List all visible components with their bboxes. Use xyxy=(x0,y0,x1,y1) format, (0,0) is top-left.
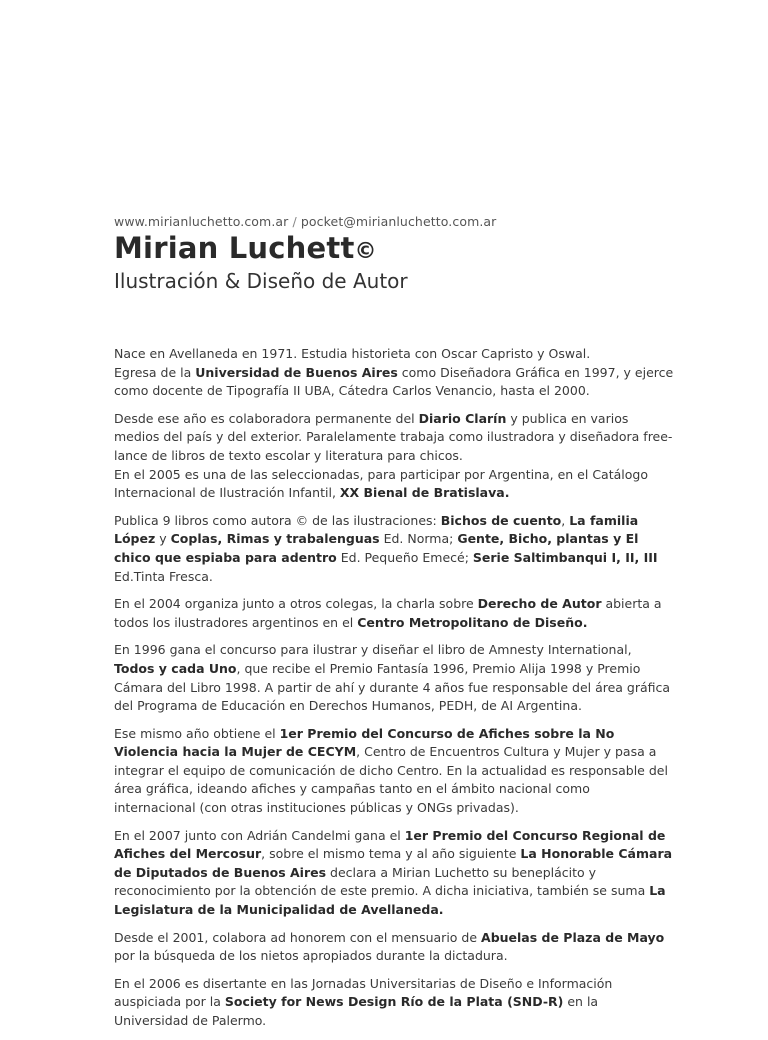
bold-phrase: Serie Saltimbanqui I, II, III xyxy=(472,549,658,565)
bold-phrase: Society for News Design Río de la Plata (SND-R) xyxy=(224,994,564,1010)
bio-paragraph xyxy=(114,975,674,1031)
text-run: Egresa de la xyxy=(114,364,196,380)
text-run: En 1996 gana el concurso para ilustrar y diseñar el libro de Amnesty International, xyxy=(114,642,632,658)
text-run: Publica 9 libros como autora © de las ilustraciones: xyxy=(114,512,441,528)
text-run: En el 2006 es disertante en las Jornadas Universitarias de Diseño e Información auspiciada por la xyxy=(114,975,613,1010)
biography xyxy=(114,345,674,1040)
text-run: y publica en varios medios del país y del exterior. Paralelamente trabaja como ilustradora y diseñadora free-lance de libros de texto escolar y literatura para chicos. xyxy=(114,410,673,463)
text-run: y xyxy=(155,531,171,547)
text-run: En el 2007 junto con Adrián Candelmi gana el xyxy=(114,827,405,843)
bio-paragraph xyxy=(114,345,674,401)
bold-phrase: Centro Metropolitano de Diseño. xyxy=(357,614,588,630)
website-link[interactable]: www.mirianluchetto.com.ar xyxy=(114,214,289,229)
text-run: , Centro de Encuentros Cultura y Mujer y pasa a integrar el equipo de comunicación de dicho Centro. En la actualidad es responsable del área gráfica, ideando afiches y campañas tanto en el ámbito nacional como internacional (con otras instituciones públicas y ONGs privadas). xyxy=(114,744,668,816)
bio-paragraph xyxy=(114,725,674,818)
bold-phrase: 1er Premio del Concurso de Afiches sobre la No Violencia hacia la Mujer de CECYM xyxy=(114,725,615,760)
bio-paragraph xyxy=(114,929,674,966)
bio-paragraph xyxy=(114,641,674,715)
bio-paragraph xyxy=(114,512,674,586)
bio-paragraph xyxy=(114,595,674,632)
text-run: Desde ese año es colaboradora permanente del xyxy=(114,410,419,426)
text-run: Ed. Pequeño Emecé; xyxy=(336,549,473,565)
page-subtitle: Ilustración & Diseño de Autor xyxy=(114,269,408,293)
bold-phrase: Universidad de Buenos Aires xyxy=(195,364,398,380)
bold-phrase: Abuelas de Plaza de Mayo xyxy=(481,929,665,945)
text-run: declara a Mirian Luchetto su beneplácito y reconocimiento por la obtención de este premio. A dicha iniciativa, también se suma xyxy=(114,864,650,899)
text-run: En el 2004 organiza junto a otros colegas, la charla sobre xyxy=(114,596,478,612)
text-run: , xyxy=(561,512,570,528)
text-run: Ed.Tinta Fresca. xyxy=(114,568,213,584)
bold-phrase: Gente, Bicho, plantas y El chico que espiaba para adentro xyxy=(114,531,639,565)
text-run: Desde el 2001, colabora ad honorem con el mensuario de xyxy=(114,929,482,945)
text-run: en la Universidad de Palermo. xyxy=(114,994,599,1028)
email-link[interactable]: pocket@mirianluchetto.com.ar xyxy=(300,214,497,229)
text-run: , que recibe el Premio Fantasía 1996, Premio Alija 1998 y Premio Cámara del Libro 1998. A partir de ahí y durante 4 años fue responsable del área gráfica del Programa de Educación en Derechos Humanos, PEDH, de AI Argentina. xyxy=(114,660,671,714)
bold-phrase: Todos y cada Uno xyxy=(114,660,237,676)
bold-phrase: Derecho de Autor xyxy=(477,596,602,612)
copyright-symbol: © xyxy=(354,239,377,264)
bold-phrase: Coplas, Rimas y trabalenguas xyxy=(170,531,380,547)
bold-phrase: La Legislatura de la Municipalidad de Avellaneda. xyxy=(114,883,666,918)
text-run: por la búsqueda de los nietos apropiados durante la dictadura. xyxy=(114,948,508,964)
bold-phrase: Bichos de cuento xyxy=(440,512,562,528)
text-run: Nace en Avellaneda en 1971. Estudia historieta con Oscar Capristo y Oswal. xyxy=(114,346,591,361)
author-name: Mirian Luchett xyxy=(114,231,355,265)
contact-line xyxy=(114,214,496,229)
bold-phrase: La Honorable Cámara de Diputados de Buenos Aires xyxy=(114,846,673,880)
bold-phrase: Diario Clarín xyxy=(418,410,507,426)
bold-phrase: 1er Premio del Concurso Regional de Afiches del Mercosur xyxy=(114,827,666,862)
text-run: abierta a todos los ilustradores argentinos en el xyxy=(114,596,662,630)
text-run: , sobre el mismo tema y al año siguiente xyxy=(261,846,521,862)
bold-phrase: La familia López xyxy=(114,512,639,547)
text-run: Ed. Norma; xyxy=(379,531,458,547)
bio-paragraph xyxy=(114,410,674,503)
bio-paragraph xyxy=(114,827,674,920)
text-run: En el 2005 es una de las seleccionadas, para participar por Argentina, en el Catálogo Internacional de Ilustración Infantil, xyxy=(114,466,648,501)
bold-phrase: XX Bienal de Bratislava. xyxy=(339,485,510,501)
text-run: Ese mismo año obtiene el xyxy=(114,725,280,741)
contact-separator: / xyxy=(288,214,301,229)
text-run: como Diseñadora Gráfica en 1997, y ejerce como docente de Tipografía II UBA, Cátedra Carlos Venancio, hasta el 2000. xyxy=(114,364,674,399)
